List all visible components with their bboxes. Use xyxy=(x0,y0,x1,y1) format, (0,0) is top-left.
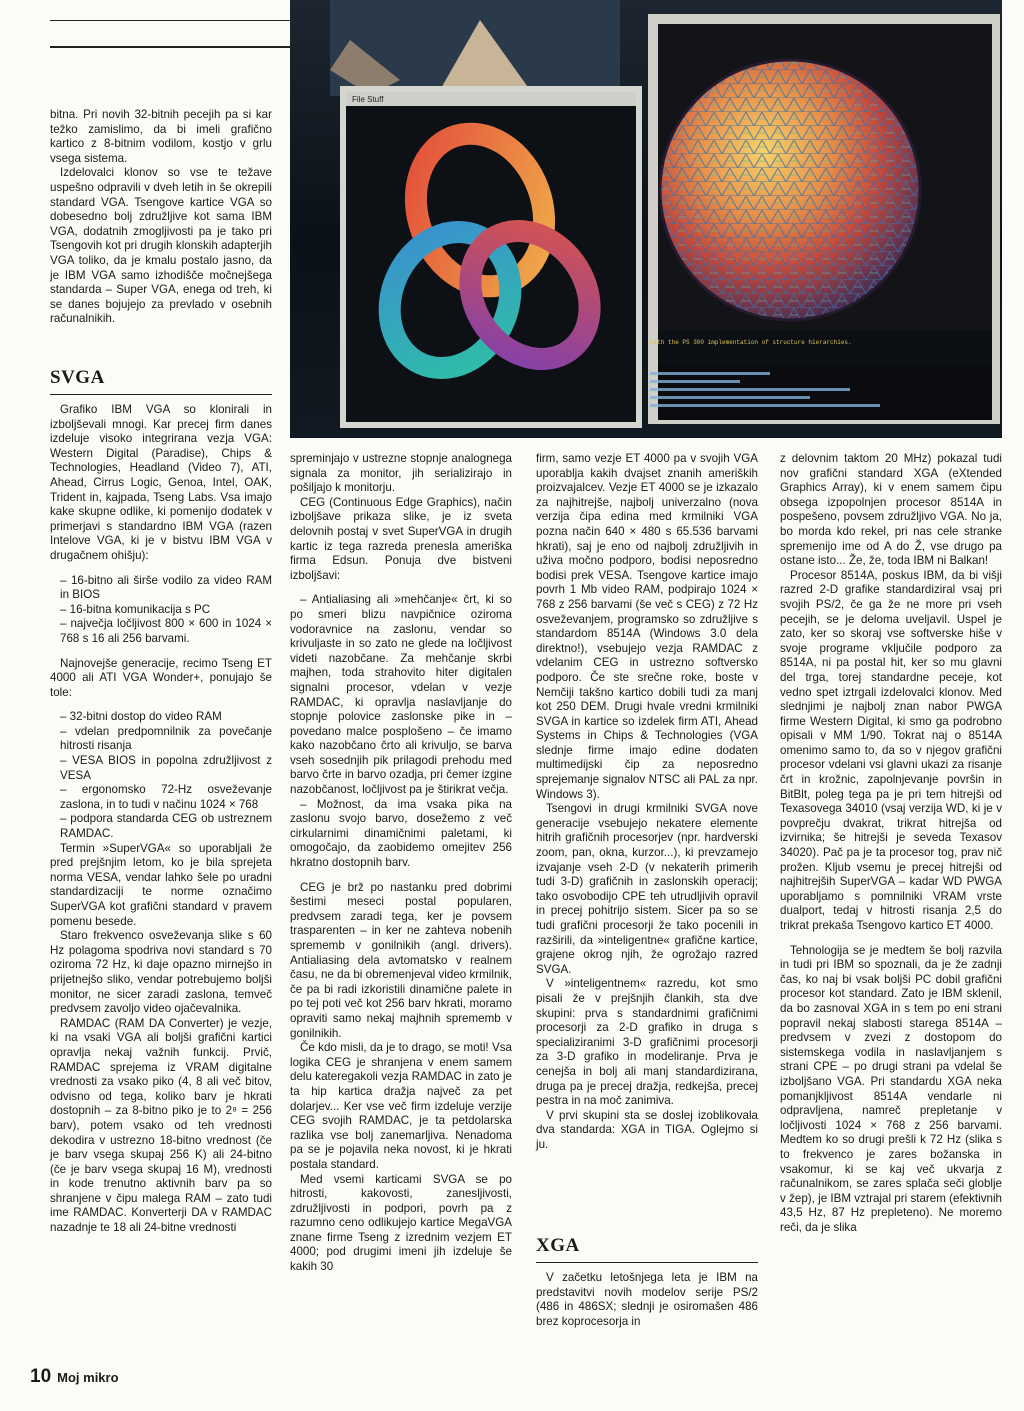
photo-collage-illustration xyxy=(290,0,1002,438)
col2-paragraph: spreminjajo v ustrezne stopnje analognega signala za monitor, jih serializirajo in pošiljajo k monitorju. xyxy=(290,452,512,495)
col1-paragraph: bitna. Pri novih 32-bitnih pecejih pa si kar težko zamislimo, da bi imeli grafično kartico z 8-bitnim vodilom, kostjo v grlu vsega sistema. xyxy=(50,108,272,165)
col3-paragraph: Tsengovi in drugi krmilniki SVGA nove generacije vsebujejo nekatere elemente hitrih grafičnih procesorjev (npr. hardverski zoom, pan, okna, kurzor...), ki prevzamejo izvajanje vseh 2-D (v nekaterih primerih tudi 3-D) grafičnih in zaslonskih operacij; tako osvobodijo CPE teh utrudljivih opravil in precej pohitrijo sistem. Sicer pa so se tudi grafični procesorji že tako pocenili in razširili, da »inteligentne« grafične kartice, grajene okrog njih, že ogrožajo razred SVGA. xyxy=(536,802,758,976)
section-heading-rule xyxy=(536,1262,758,1263)
list-item: – največja ločljivost 800 × 600 in 1024 × 768 s 16 ali 256 barvami. xyxy=(60,617,272,645)
col3-paragraph: V začetku letošnjega leta je IBM na predstavitvi novih modelov serije PS/2 (486 in 486SX; slednji je osiromašen 486 brez koprocesorja in xyxy=(536,1271,758,1328)
col4-paragraph: Procesor 8514A, poskus IBM, da bi višji razred 2-D grafike standardiziral vsaj pri svojih PS/2, če ga že ne more pri vseh pecejih, se je deloma uveljavil. Uspel je zato, ker so skoraj vse softverske hiše v svoje programe vključile podporo za 8514A, ni pa postal hit, ker so mu glavni del trga, torej standardne peceje, kot vedno spet iztrgali izdelovalci klonov. Med slednjimi je najbolj znan nabor PWGA firme Western Digital, ki smo ga podrobno opisali v MM 1/90. Tokrat naj o 8514A omenimo samo to, da so v njegov grafični procesor vdelani vsi glavni ukazi za risanje črt in krožnic, zapolnjevanje površin in BitBlt, poleg tega pa je pri tem hitrejši od Texasovega 34010 (vsaj verzija WD, ki je v povprečju dvakrat, trikrat hitrejša od izvirnika; še hitrejši je seveda Texasov 34020). Pač pa je ta procesor tog, prav nič prožen. Kljub vsemu je precej hitrejši od najhitrejših SuperVGA – kadar WD PWGA uporabljamo s pomnilniki VRAM vrste dualport, tedaj v hitrosti risanja 2,5 do trikrat prekaša Tsengovo kartico ET 4000. xyxy=(780,568,1002,932)
col1-paragraph: Izdelovalci klonov so vse te težave uspešno odpravili v dveh letih in še okrepili standard VGA. Tsengove kartice VGA so dobesedno bolj združljive kot sama IBM VGA, dodatnih zmogljivosti pa je tako pri Tsengovih kot pri drugih klonskih adapterjih VGA toliko, da je kmalu postalo jasno, da je IBM VGA samo izhodišče močnejšega standarda – Super VGA, enega od treh, ki se danes bojujejo za prevlado v osebnih računalnikih. xyxy=(50,166,272,326)
col1-paragraph: Najnovejše generacije, recimo Tseng ET 4000 ali ATI VGA Wonder+, ponujajo še tole: xyxy=(50,656,272,699)
list-item: – VESA BIOS in popolna združljivost z VESA xyxy=(60,754,272,782)
section-heading-rule xyxy=(50,394,272,395)
page-footer xyxy=(30,1366,119,1388)
page-number: 10 xyxy=(30,1366,52,1387)
knot-window-title: File Stuff xyxy=(352,95,384,104)
list-item: – vdelan predpomnilnik za povečanje hitrosti risanja xyxy=(60,724,272,753)
col2-paragraph: – Možnost, da ima vsaka pika na zaslonu svojo barvo, dosežemo z več cirkularnimi dinamičnimi paletami, ki omogočajo, da zaobidemo omejitev 256 hkratno dostopnih barv. xyxy=(290,797,512,870)
col1-paragraph: Grafiko IBM VGA so klonirali in izboljševali mnogi. Kar precej firm danes izdeluje visoko integrirana vezja VGA: Western Digital (Paradise), Chips & Technologies, Headland (Video 7), ATI, Ahead, Cirrus Logic, Genoa, Intel, OAK, Trident in, kajpada, Tseng Labs. Vsa imajo kake skupne odlike, ki pomenijo dodatek v primerjavi s standardno IBM VGA (razen Intelove VGA, ki je v bistvu IBM VGA v drugačnem ohišju): xyxy=(50,403,272,562)
column-1-bottom xyxy=(50,403,272,1236)
list-item: – 32-bitni dostop do video RAM xyxy=(60,710,222,724)
col1-paragraph: Termin »SuperVGA« so uporabljali že pred prejšnjim letom, ko je bila sprejeta norma VESA, vendar lahko šele po uradni standardizaciji te norme označimo SuperVGA kot grafični standard v pravem pomenu besede. xyxy=(50,841,272,928)
col1-paragraph: Staro frekvenco osveževanja slike s 60 Hz polagoma spodriva novi standard s 70 oziroma 72 Hz, ki daje opazno mirnejšo in prijetnejšo sliko, vendar potrebujemo boljši monitor, ne sicer zaradi zaslona, temveč predvsem zavoljo video ojačevalnika. xyxy=(50,929,272,1016)
magazine-name: Moj mikro xyxy=(57,1370,119,1385)
list-item: – ergonomsko 72-Hz osveževanje zaslona, in to tudi v načinu 1024 × 768 xyxy=(60,783,272,811)
col4-paragraph: z delovnim taktom 20 MHz) pokazal tudi nov grafični standard XGA (eXtended Graphics Array), ki v enem samem čipu obsega izpopolnjen procesor 8514A in pospešeno, povsem združljivo VGA. No ja, bo morda kdo rekel, pri nas cele stranke spremenijo ime od A do Ž, vse drugo pa ostane isto... Že, že, toda IBM ni Balkan! xyxy=(780,452,1002,568)
col2-paragraph: – Antialiasing ali »mehčanje« črt, ki so po smeri blizu navpičnice oziroma vodoravnice na zaslonu, vendar so krivuljaste in so zato ne glede na ločljivost videti nazobčane. Za mehčanje skrbi majhen, toda strahovito hiter digitalen signalni procesor, vdelan v vezje RAMDAC, ki opravlja naslavljanje do stopnje polovice zaslonske pike in – povedano malce posplošeno – če imamo kako nazobčano črto ali krivuljo, se barva vseh sosednjih pik prilagodi prehodu med barvo črte in barvo ozadja, pri čemer izgine nazobčanost, ločljivost pa je štirikrat večja. xyxy=(290,593,512,797)
col2-paragraph: CEG je brž po nastanku pred dobrimi šestimi meseci postal popularen, predvsem zaradi tega, ker je povsem trasparenten – in ker ne zahteva nobenih sprememb v gonilnikih (angl. drivers). Antialiasing dela avtomatsko v realnem času, ne da bi obremenjeval video krmilnik, če pa bi radi izkoristili dinamične palete in po tej poti več kot 256 barv hkrati, moramo opraviti samo nekaj majhnih sprememb v gonilnikih. xyxy=(290,880,512,1040)
col2-paragraph: CEG (Continuous Edge Graphics), način izboljšave prikaza slike, je iz sveta delovnih postaj v svet SuperVGA in drugih kartic iz tega razreda prenesla ameriška firma Edsun. Ponuja dve bistveni izboljšavi: xyxy=(290,495,512,582)
list-item: – podpora standarda CEG ob ustreznem RAMDAC. xyxy=(60,812,272,841)
section-heading-svga: SVGA xyxy=(50,367,105,388)
col3-paragraph: V »inteligentnem« razredu, kot smo pisali že v prejšnjih člankih, sta dve skupini: prva s standardnimi grafičnimi procesorji za 2-D grafiko in druga s specializiranimi 3-D grafičnimi procesorji za 3-D grafiko in modeliranje. Prva je cenejša in bolj ali manj standardizirana, druga pa je precej dražja, redkejša, precej pestra in na moč zanimiva. xyxy=(536,977,758,1108)
section-heading-xga: XGA xyxy=(536,1235,580,1256)
column-3-bottom xyxy=(536,1271,758,1329)
col3-paragraph: firm, samo vezje ET 4000 pa v svojih VGA uporablja kakih dvajset znanih ameriških proizvajalcev. Vezje ET 4000 se je izkazalo za najhitrejše, najbolj univerzalno (nova verzija čipa edina med krmilniki VGA pozna način 640 × 480 s 65.536 barvami hkrati), saj je eno od najbolj združljivih in uživa močno podporo, bodisi neposredno bodisi prek VESA. Tsengove kartice imajo povrh 1 Mb video RAM, podpirajo 1024 × 768 z 256 barvami (še več s CEG) z 72 Hz osveževanjem, programsko so združljive s standardom 8514A (Windows 3.0 dela direktno!), vsebujejo vezja RAMDAC z vdelanim CEG in ustrezno softversko podporo. Če ste srečne roke, boste v Nemčiji takšno kartico dobili tudi za manj kot 250 DEM. Drugi hvale vredni krmilniki SVGA in kartice so izdelek firm ATI, Ahead Systems in Chips & Technologies (VGA slednje firme imajo edine dodaten multimedijski čip za neposredno sprejemanje signalov NTSC ali PAL za npr. Windows 3). xyxy=(536,452,758,801)
top-rule xyxy=(50,46,290,48)
column-2 xyxy=(290,452,512,1275)
column-3-top xyxy=(536,452,758,1153)
col3-paragraph: V prvi skupini sta se doslej izoblikovala dva standarda: XGA in TIGA. Oglejmo si ju. xyxy=(536,1108,758,1151)
list-item: – 16-bitna komunikacija s PC xyxy=(60,602,211,616)
col2-paragraph: Če kdo misli, da je to drago, se moti! Vsa logika CEG je shranjena v enem samem delu kateregakoli vezja RAMDAC in zato je ta hip kartica dražja največ za pet dolarjev... Ker vse več firm izdeluje verzije CEG svojih RAMDAC, je ta petdolarska razlika vse bolj zanemarljiva. Nenadoma pa se je pojavila neka novost, ki je hkrati postala standard. xyxy=(290,1041,512,1171)
column-1-top xyxy=(50,108,272,327)
top-rule-thin xyxy=(50,20,290,21)
list-item: – 16-bitno ali širše vodilo za video RAM in BIOS xyxy=(60,573,272,602)
column-4 xyxy=(780,452,1002,1235)
col4-paragraph: Tehnologija se je medtem še bolj razvila in tudi pri IBM so spoznali, da je že zadnji čas, ko naj bi vsak boljši PC dobil grafični procesor kot standard. Zato je IBM sklenil, da bo zasnoval XGA in s tem po eni strani popravil nekaj slabosti starega 8514A – predvsem v zvezi z dostopom do sistemskega vodila in naslavljanjem s strani CPE – po drugi strani pa vdelal še izboljšano VGA. Pri standardu XGA neka pomanjkljivost 8514A vendarle ni odpravljena, namreč prepletanje v ločljivosti 1024 × 768 z 256 barvami. Medtem ko so drugi prešli k 72 Hz (slika s to frekvenco je zares božanska in vsakomur, ki se kaj več ukvarja z računalnikom, se zares splača seči globlje v žep), je IBM vztrajal pri starem (efektivnih 43,5 Hz, 87 Hz prepleteno). Ne moremo reči, da je slika xyxy=(780,943,1002,1234)
photo-caption-line: with the PS 300 implementation of structure hierarchies. xyxy=(650,339,852,346)
col2-paragraph: Med vsemi karticami SVGA se po hitrosti, kakovosti, zanesljivosti, združljivosti in podpori, povrh pa z razumno ceno odlikujejo kartice MegaVGA znane firme Tseng z izrednim vezjem ET 4000; pod drugimi imeni jih izdeluje še kakih 30 xyxy=(290,1172,512,1274)
photo-collage xyxy=(290,0,1002,438)
col1-paragraph: RAMDAC (RAM DA Converter) je vezje, ki na vsaki VGA ali boljši grafični kartici opravlja nekaj važnih funkcij. Prvič, RAMDAC sprejema iz VRAM digitalne vrednosti za vsako piko (4, 8 ali več bitov, odvisno od tega, koliko barv je hkrati dostopnih – za 8-bitno piko je to 2⁸ = 256 barv), potem vsako od teh vrednosti dekodira v ustrezno 18-bitno vrednost (če je barv vsega skupaj 256 K) ali 24-bitno (če je barv vsega skupaj 16 M), vrednosti in kode trenutno aktivnih barv pa so shranjene v čipu malega RAM – zato tudi ime RAMDAC. Konverterji DA v RAMDAC nazadnje te 18 ali 24-bitne vrednosti xyxy=(50,1016,272,1235)
